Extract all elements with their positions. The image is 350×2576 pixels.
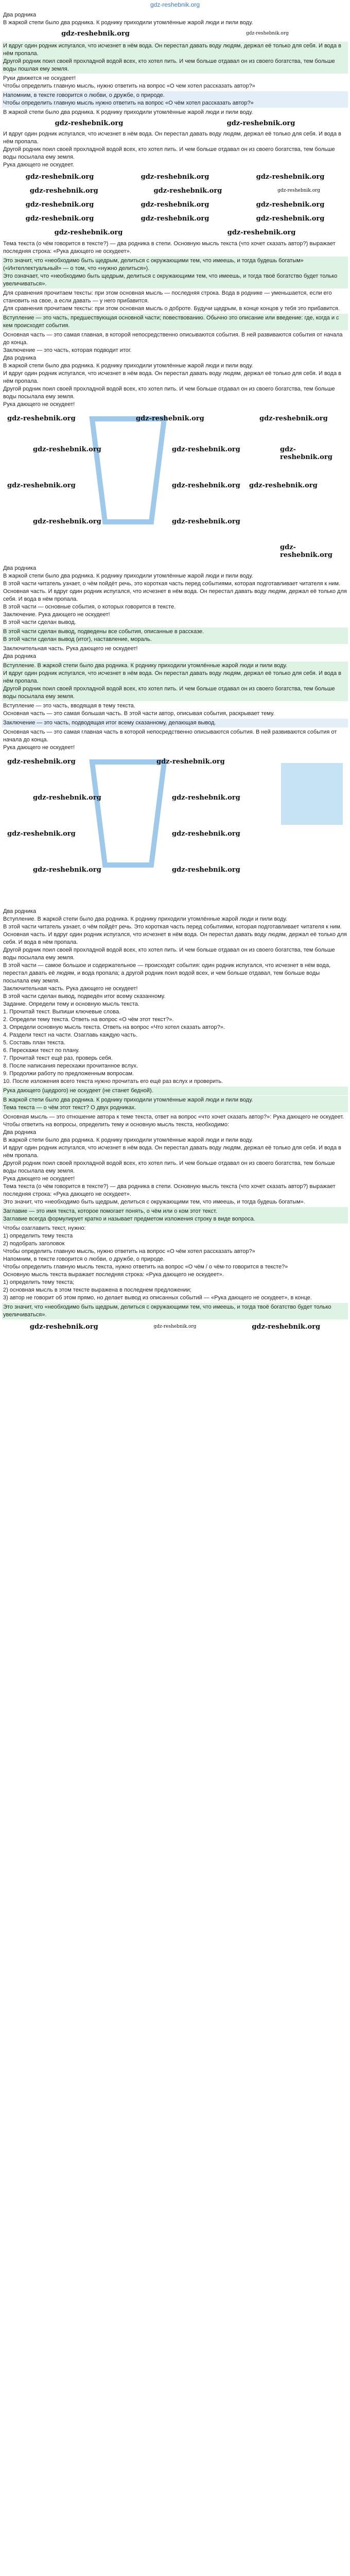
watermark: gdz-reshebnik.org [153, 187, 222, 195]
list-item: 8. После написания перескажи прочитанное вслух. [3, 1063, 138, 1069]
list-item: 1) определить тему текста; [3, 1279, 75, 1285]
highlighted-block [2, 1207, 348, 1224]
watermark: gdz-reshebnik.org [277, 188, 321, 193]
paragraph: В жаркой степи было два родника. К роднику приходили утомлённые жарой люди и пили воду. [3, 363, 253, 369]
paragraph: В этой части — самое большое и содержательное — происходят события: один родник испугался, что исчезнет в нём вода, перестал давать её людям, и вода пропала; а другой родник поил водой всех, и чем больше отдавал, тем больше воды посылала ему земля. [3, 962, 330, 984]
list-item: 7. Прочитай текст ещё раз, проверь себя. [3, 1055, 113, 1061]
watermark: gdz-reshebnik.org [280, 544, 332, 559]
paragraph: В этой части сделан вывод (итог), наставление, мораль. [3, 636, 152, 642]
paragraph: Вступление. В жаркой степи было два родника. К роднику приходили утомлённые жарой люди и пили воду. [3, 663, 287, 669]
paragraph: Заглавие всегда формулирует кратко и называет предметом изложения строку в виде вопроса. [3, 1216, 255, 1222]
watermark: gdz-reshebnik.org [29, 187, 98, 195]
paragraph: Для сравнения прочитаем тексты: при этом основная мысль о доброте. Будучи щедрым, в конце концов у тебя это прибавится. [3, 306, 340, 312]
site-url[interactable]: gdz-reshebnik.org [150, 1, 200, 8]
watermark: gdz-reshebnik.org [256, 201, 325, 209]
list-item: 6. Перескажи текст по плану. [3, 1047, 80, 1054]
list-item: 5. Составь план текста. [3, 1040, 65, 1046]
text-title: Два родника [3, 653, 37, 659]
list-item: 2. Определи тему текста. Ответь на вопрос «О чём этот текст?». [3, 1016, 174, 1023]
highlighted-block [2, 662, 348, 701]
paragraph: Это значит, что «необходимо быть щедрым, делиться с окружающими тем, что имеешь, и тогда будешь богатым». [3, 1199, 305, 1205]
paragraph: Вступление — это часть, вводящая в тему текста. [3, 703, 135, 709]
highlighted-block [2, 91, 348, 108]
watermark-row [2, 1320, 348, 1334]
paragraph: В этой части сделан вывод, подведён итог всему сказанному. [3, 993, 166, 999]
watermark: gdz-reshebnik.org [25, 201, 94, 209]
text-title: Два родника [3, 1129, 37, 1136]
watermark: gdz-reshebnik.org [172, 830, 240, 838]
paragraph: Заключение — это часть, которая подводит итог. [3, 347, 132, 353]
highlighted-block [2, 42, 348, 74]
paragraph: В жаркой степи было два родника. К роднику приходили утомлённые жарой люди и пили воду. [3, 1137, 253, 1143]
paragraph: Другой родник поил своей прохладной водой всех, кто хотел пить. И чем больше отдавал он из своего богатства, тем больше воды посылала ему земля. [3, 386, 335, 400]
watermark: gdz-reshebnik.org [172, 866, 240, 874]
section-6b [2, 1224, 348, 1302]
highlighted-block [2, 628, 348, 644]
paragraph: Рука дающего не оскудеет! [3, 1176, 75, 1182]
paragraph: Чтобы озаглавить текст, нужно: [3, 1225, 86, 1231]
paragraph: Другой родник поил своей прохладной водой всех, кто хотел пить. И чем больше отдавал он из своего богатства, тем больше воды посылала ему земля. [3, 686, 335, 700]
paragraph: Другой родник поил своей прохладной водой всех, кто хотел пить. И чем больше отдавал он из своего богатства, тем больше воды пошлая ему земля. [3, 58, 335, 72]
watermark: gdz-reshebnik.org [246, 31, 289, 36]
paragraph: Тема текста (о чём говорится в тексте?) — два родника в степи. Основную мысль текста (что хочет сказать автор?) выражает последняя строка: «Рука дающего не оскудеет». [3, 241, 336, 255]
paragraph: Вступление — это часть, предшествующая основной части; повествованию. Обычно это описание или введение: где, когда и с кем происходят события. [3, 315, 339, 329]
highlighted-block [2, 1087, 348, 1095]
paragraph: Основная часть — это самая большая часть. В этой части автор, описывая события, раскрывает тему. [3, 710, 275, 717]
paragraph: Заключение — это часть, подводящая итог всему сказанному, делающая вывод. [3, 720, 216, 726]
paragraph: Это значит, что «необходимо быть щедрым, делиться с окружающими тем, что имеешь, и тогда твоё богатство будет только увеличиваться». [3, 1304, 331, 1318]
watermark: gdz-reshebnik.org [252, 1323, 321, 1331]
watermark: gdz-reshebnik.org [153, 1324, 197, 1329]
paragraph: Вступление. В жаркой степи было два родника. К роднику приходили утомлённые жарой люди и пили воду. [3, 916, 287, 922]
watermark: gdz-reshebnik.org [33, 794, 101, 802]
list-item: 4. Раздели текст на части. Озаглавь каждую часть. [3, 1032, 137, 1038]
watermark: gdz-reshebnik.org [141, 173, 209, 181]
watermark: gdz-reshebnik.org [33, 518, 101, 526]
paragraph: В этой части сделан вывод, подведены все события, описанные в рассказе. [3, 629, 204, 635]
paragraph: В этой части — основные события, о которых говорится в тексте. [3, 604, 176, 610]
section-1 [2, 11, 348, 41]
text-title: Два родника [3, 908, 37, 914]
section-3b [2, 289, 348, 313]
paragraph: Напомним, в тексте говорится о любви, о дружбе, о природе. [3, 1256, 165, 1262]
paragraph: Рука дающего не оскудеет! [3, 401, 75, 408]
watermark-row [2, 226, 348, 240]
watermark: gdz-reshebnik.org [172, 518, 240, 526]
text-title: Два родника [3, 565, 37, 571]
paragraph: В жаркой степи было два родника. К роднику приходили утомлённые жарой люди и пили воду. [3, 573, 253, 579]
list-item: 9. Продолжи работу по предложенным вопросам. [3, 1071, 134, 1077]
watermark: gdz-reshebnik.org [249, 482, 318, 489]
paragraph: Основная часть. И вдруг один родник испугался, что исчезнет в нём вода. Он перестал давать воду людям, держал её только для себя. И вода в нём пропала. [3, 931, 347, 945]
watermark: gdz-reshebnik.org [226, 120, 295, 127]
watermark: gdz-reshebnik.org [7, 415, 76, 422]
paragraph: Напомним, в тексте говорится о любви, о дружбе, о природе. [3, 92, 165, 98]
paragraph: Чтобы определить главную мысль нужно ответить на вопрос «О чём хотел рассказать автор?» [3, 100, 254, 106]
watermark: gdz-reshebnik.org [33, 446, 101, 453]
watermark: gdz-reshebnik.org [55, 120, 124, 127]
paragraph: Для сравнения прочитаем тексты: при этом основная мысль — последняя строка. Вода в роднике — уменьшается, если его становить на свое, а если давать — у него прибавится. [3, 290, 332, 304]
paragraph: Основная мысль — это отношение автора к теме текста, ответ на вопрос «что хочет сказать автор?»: Рука дающего не оскудеет. [3, 1114, 344, 1120]
paragraph: В этой части сделан вывод. [3, 619, 76, 625]
list-item: 1. Прочитай текст. Выпиши ключевые слова. [3, 1009, 121, 1015]
highlighted-block [2, 257, 348, 289]
paragraph: Другой родник поил своей прохладной водой всех, кто хотел пить. И чем больше отдавал он из своего богатства, тем больше воды посылала ему земля. [3, 947, 335, 961]
paragraph: Основная часть. И вдруг один родник испугался, что исчезнет в нём вода. Он перестал давать воду людям, держал её только для себя. И вода в нём пропала. [3, 588, 347, 602]
section-1b [2, 74, 348, 91]
section-2 [2, 108, 348, 170]
paragraph: Основную мысль текста выражает последняя строка: «Рука дающего не оскудеет». [3, 1272, 224, 1278]
paragraph: Другой родник поил своей прохладной водой всех, кто хотел пить. И чем больше отдавал он из своего богатства, тем больше воды посылала ему земля. [3, 1160, 335, 1174]
paragraph: Заглавие — это имя текста, которое помогает понять, о чём или о ком этот текст. [3, 1208, 217, 1214]
paragraph: Это означает, что «необходимо быть щедрым, делиться с окружающими тем, что имеешь, и тогда твоё богатство будет только увеличиваться». [3, 273, 338, 287]
section-5 [2, 907, 348, 1086]
paragraph: И вдруг один родник испугался, что исчезнет в нём вода. Он перестал давать воду людям, держал её только для себя. И вода в нём пропала. [3, 1145, 341, 1159]
paragraph: Чтобы определить главную мысль, нужно ответить на вопрос «О чём хотел рассказать автор?» [3, 1248, 255, 1255]
watermark: gdz-reshebnik.org [141, 215, 209, 223]
section-4 [2, 564, 348, 627]
section-3 [2, 240, 348, 256]
watermark: gdz-reshebnik.org [33, 866, 101, 874]
section-4d [2, 728, 348, 752]
watermark: gdz-reshebnik.org [136, 415, 204, 422]
watermark: gdz-reshebnik.org [7, 482, 76, 489]
paragraph: И вдруг один родник испугался, что исчезнет в нём вода. Он перестал давать воду людям, держал её только для себя. И вода в нём пропала. [3, 670, 341, 684]
watermark: gdz-reshebnik.org [29, 1323, 98, 1331]
paragraph: Основная часть — это самая главная часть в которой непосредственно описываются события. В ней развиваются события от начала до конца. [3, 729, 337, 743]
list-item: 1) определить тему текста [3, 1233, 73, 1239]
paragraph: Рука дающего не оскудеет. [3, 162, 74, 168]
watermark: gdz-reshebnik.org [7, 758, 76, 766]
watermark: gdz-reshebnik.org [227, 229, 296, 236]
paragraph: Рука дающего (щедрого) не оскудеет (не станет бедной). [3, 1088, 153, 1094]
section-4b [2, 645, 348, 661]
list-item: 2) основная мысль в этом тексте выражена в последнем предложении; [3, 1287, 191, 1293]
paragraph: Это значит, что «необходимо быть щедрым, делиться с окружающими тем, что имеешь, и тогда будешь богатым» («Интеллектуальный» — о том, что «нужно делиться»). [3, 258, 304, 272]
watermark: gdz-reshebnik.org [280, 446, 332, 461]
watermark: gdz-reshebnik.org [172, 446, 240, 453]
watermark: gdz-reshebnik.org [54, 229, 123, 236]
paragraph: И вдруг один родник испугался, что исчезнет в нём вода. Он перестал давать воду людям, держал её только для себя. И вода в нём пропала. [3, 370, 341, 384]
paragraph: Заключительная часть. Рука дающего не оскудеет! [3, 986, 138, 992]
watermark: gdz-reshebnik.org [172, 794, 240, 802]
watermark: gdz-reshebnik.org [25, 215, 94, 223]
text-title: Два родника [3, 355, 37, 361]
watermark: gdz-reshebnik.org [25, 173, 94, 181]
list-item: 3. Определи основную мысль текста. Ответь на вопрос «Что хотел сказать автор?». [3, 1024, 225, 1030]
paragraph: Другой родник поил своей прохладной водой всех, кто хотел пить. И чем больше отдавал он из своего богатства, тем больше воды посылала ему земля. [3, 146, 335, 160]
watermark-row [2, 212, 348, 226]
highlighted-block [2, 719, 348, 727]
watermark: gdz-reshebnik.org [156, 758, 225, 766]
list-item: 3) автор не говорит об этом прямо, но делает вывод из описанных событий — «Рука дающего не оскудеет», в конце. [3, 1295, 312, 1301]
highlighted-block [2, 314, 348, 330]
paragraph: В жаркой степи было два родника. К роднику приходили утомлённые жарой люди и пили воду. [3, 109, 253, 115]
watermark-row [3, 27, 347, 41]
section-4c [2, 702, 348, 718]
paragraph: В жаркой степи было два родника. К роднику приходили утомлённые жарой люди и пили воду. [3, 20, 253, 26]
paragraph: Руки движется не оскудеет! [3, 75, 76, 81]
watermark: gdz-reshebnik.org [61, 30, 130, 38]
glass-illustration [87, 414, 169, 527]
paragraph: Чтобы определить главную мысль текста, нужно ответить на вопрос «О чём / о чём-то говорится в тексте?» [3, 1264, 288, 1270]
paragraph: Чтобы ответить на вопросы, определить тему и основную мысль текста, необходимо: [3, 1122, 230, 1128]
paragraph: В этой части читатель узнает, о чём пойдёт речь, это короткая часть перед событиями, которая подготавливает читателя к ним. [3, 581, 341, 587]
illustration-area [2, 410, 348, 564]
glass-illustration [87, 757, 169, 870]
text-title: Два родника [3, 12, 37, 18]
paragraph: Рука дающего не оскудеет! [3, 744, 75, 751]
watermark-row [2, 198, 348, 212]
watermark-row [2, 170, 348, 184]
paragraph: Задание. Определи тему и основную мысль текста. [3, 1001, 139, 1007]
paragraph: Заключительная часть. Рука дающего не оскудеет! [3, 646, 138, 652]
section-6 [2, 1113, 348, 1207]
paragraph: Чтобы определить главную мысль, нужно ответить на вопрос «О чем хотел рассказать автор?» [3, 83, 255, 89]
list-item: 10. После изложения всего текста нужно прочитать его ещё раз вслух и проверить. [3, 1078, 223, 1084]
highlighted-block [2, 1303, 348, 1319]
watermark-row [3, 116, 347, 130]
paragraph: В жаркой степи было два родника. К роднику приходили утомлённые жарой люди и пили воду. [3, 1097, 253, 1103]
watermark: gdz-reshebnik.org [256, 173, 325, 181]
watermark: gdz-reshebnik.org [256, 215, 325, 223]
paragraph: Тема текста (о чём говорится в тексте?) — два родника в степи. Основную мысль текста (что хочет сказать автор?) выражает последняя строка: «Рука дающего не оскудеет». [3, 1183, 336, 1197]
paragraph: И вдруг один родник испугался, что исчезнет в нём вода. Он перестал давать воду людям, держал её только для себя. И вода в нём пропала. [3, 131, 341, 145]
illustration-area [2, 753, 348, 907]
image-panel [281, 763, 343, 825]
paragraph: В этой части читатель узнает, о чём пойдёт речь. Это короткая часть перед событиями, которая подготавливает читателя к ним. [3, 924, 342, 930]
list-item: 2) подобрать заголовок [3, 1241, 65, 1247]
section-3c [2, 331, 348, 409]
paragraph: Тема текста — о чём этот текст? О двух родниках. [3, 1105, 136, 1111]
paragraph: Заключение. Рука дающего не оскудеет! [3, 612, 110, 618]
watermark: gdz-reshebnik.org [172, 482, 240, 489]
watermark: gdz-reshebnik.org [141, 201, 209, 209]
watermark: gdz-reshebnik.org [259, 415, 328, 422]
paragraph: И вдруг один родник испугался, что исчезнет в нём вода. Он перестал давать воду людям, держал её только для себя. И вода в нём пропала. [3, 43, 341, 57]
paragraph: Основная часть — это самая главная, в которой непосредственно описываются события. В ней развиваются события от начала до конца. [3, 332, 343, 346]
watermark: gdz-reshebnik.org [7, 830, 76, 838]
watermark-row [2, 184, 348, 198]
highlighted-block [2, 1096, 348, 1112]
